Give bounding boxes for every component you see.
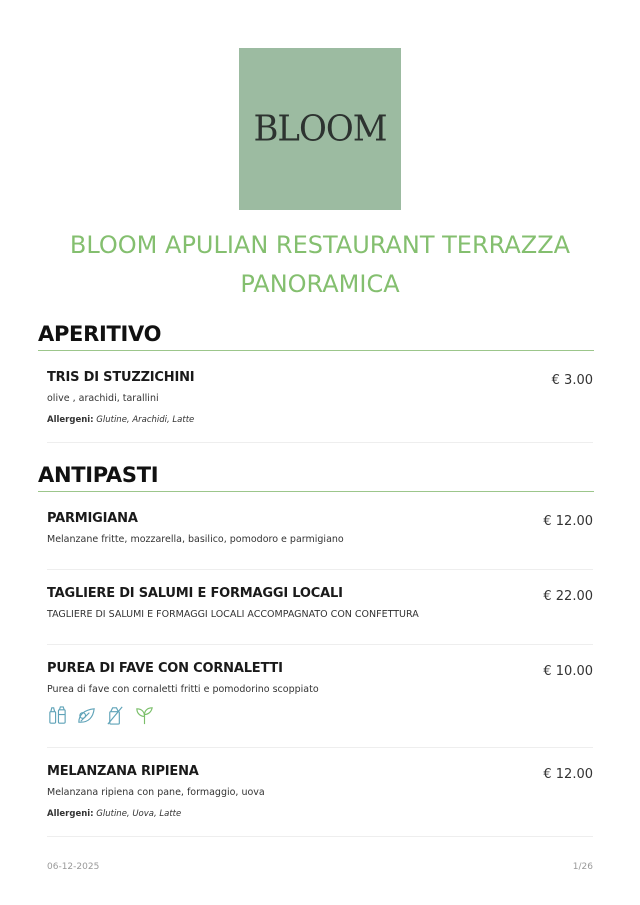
lactose-free-icon	[105, 705, 126, 726]
section-title-antipasti: ANTIPASTI	[38, 463, 594, 492]
item-description: olive , arachidi, tarallini	[47, 393, 159, 404]
item-price: € 12.00	[543, 514, 593, 529]
item-name: MELANZANA RIPIENA	[47, 764, 199, 779]
item-description: TAGLIERE DI SALUMI E FORMAGGI LOCALI ACCOMPAGNATO CON CONFETTURA	[47, 609, 419, 620]
vegetarian-icon	[134, 705, 155, 726]
item-price: € 3.00	[551, 373, 593, 388]
restaurant-logo	[239, 48, 401, 210]
item-description: Purea di fave con cornaletti fritti e pomodorino scoppiato	[47, 684, 319, 695]
item-price: € 10.00	[543, 664, 593, 679]
menu-item	[47, 586, 593, 645]
item-price: € 22.00	[543, 589, 593, 604]
footer-date: 06-12-2025	[47, 862, 100, 872]
item-description: Melanzane fritte, mozzarella, basilico, pomodoro e parmigiano	[47, 534, 344, 545]
menu-item	[47, 764, 593, 837]
item-name: PUREA DI FAVE CON CORNALETTI	[47, 661, 283, 676]
page-number: 1/26	[572, 862, 593, 872]
menu-item	[47, 661, 593, 748]
allergens-list: Glutine, Uova, Latte	[96, 809, 182, 819]
menu-item	[47, 511, 593, 570]
restaurant-title: BLOOM APULIAN RESTAURANT TERRAZZA PANORAMICA	[69, 231, 571, 298]
item-name: PARMIGIANA	[47, 511, 138, 526]
no-dairy-icon	[47, 705, 68, 726]
item-description: Melanzana ripiena con pane, formaggio, uova	[47, 787, 265, 798]
item-allergens	[47, 809, 593, 819]
logo-text: BLOOM	[253, 108, 387, 150]
vegan-icon	[76, 705, 97, 726]
allergens-list: Glutine, Arachidi, Latte	[96, 415, 195, 425]
allergens-label: Allergeni:	[47, 415, 94, 425]
dietary-icons	[47, 705, 593, 726]
section-title-aperitivo: APERITIVO	[38, 322, 594, 351]
item-name: TAGLIERE DI SALUMI E FORMAGGI LOCALI	[47, 586, 343, 601]
allergens-label: Allergeni:	[47, 809, 94, 819]
item-price: € 12.00	[543, 767, 593, 782]
menu-item	[47, 370, 593, 443]
item-allergens	[47, 415, 593, 425]
item-name: TRIS DI STUZZICHINI	[47, 370, 195, 385]
